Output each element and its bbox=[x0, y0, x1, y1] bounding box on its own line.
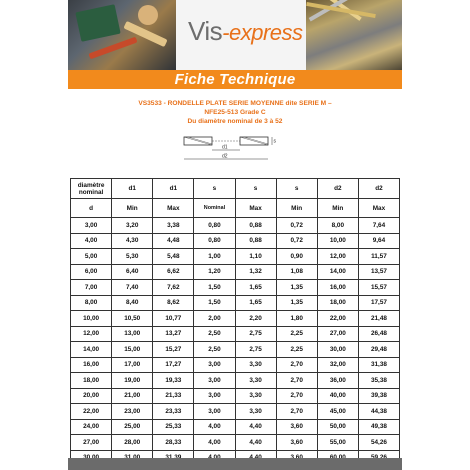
table-cell: 7,62 bbox=[153, 280, 194, 296]
label-s: s bbox=[273, 138, 276, 145]
table-cell: 0,72 bbox=[276, 233, 317, 249]
table-cell: 8,62 bbox=[153, 295, 194, 311]
table-cell: 20,00 bbox=[71, 388, 112, 404]
table-cell: 2,70 bbox=[276, 357, 317, 373]
table-cell: 1,32 bbox=[235, 264, 276, 280]
table-cell: 11,57 bbox=[358, 249, 399, 265]
table-cell: 7,64 bbox=[358, 218, 399, 234]
table-cell: 3,60 bbox=[276, 419, 317, 435]
table-cell: 28,33 bbox=[153, 435, 194, 451]
table-cell: 21,00 bbox=[112, 388, 153, 404]
table-cell: 15,27 bbox=[153, 342, 194, 358]
table-cell: 1,50 bbox=[194, 280, 235, 296]
fiche-technique-banner bbox=[68, 70, 402, 89]
table-cell: 5,00 bbox=[71, 249, 112, 265]
table-row bbox=[71, 357, 400, 373]
product-title-line2: NFE25-513 Grade C bbox=[204, 109, 266, 116]
table-cell: 13,00 bbox=[112, 326, 153, 342]
table-cell: diamètre nominal bbox=[71, 179, 112, 199]
table-cell: 8,00 bbox=[71, 295, 112, 311]
table-cell: 26,48 bbox=[358, 326, 399, 342]
table-cell: 29,48 bbox=[358, 342, 399, 358]
table-cell: 3,00 bbox=[194, 373, 235, 389]
table-cell: s bbox=[194, 179, 235, 199]
table-cell: Nominal bbox=[194, 199, 235, 218]
table-cell: 3,30 bbox=[235, 373, 276, 389]
table-cell: 0,88 bbox=[235, 233, 276, 249]
table-cell: 13,57 bbox=[358, 264, 399, 280]
table-cell: 1,08 bbox=[276, 264, 317, 280]
table-cell: 2,70 bbox=[276, 404, 317, 420]
table-cell: 3,38 bbox=[153, 218, 194, 234]
table-row bbox=[71, 404, 400, 420]
table-row bbox=[71, 419, 400, 435]
table-cell: 0,80 bbox=[194, 233, 235, 249]
table-row bbox=[71, 264, 400, 280]
table-cell: 50,00 bbox=[317, 419, 358, 435]
table-cell: 3,00 bbox=[194, 388, 235, 404]
table-cell: 1,80 bbox=[276, 311, 317, 327]
label-d2: d2 bbox=[222, 153, 228, 160]
table-cell: 3,30 bbox=[235, 357, 276, 373]
table-cell: Min bbox=[112, 199, 153, 218]
table-cell: 0,80 bbox=[194, 218, 235, 234]
table-cell: 2,00 bbox=[194, 311, 235, 327]
table-cell: 2,50 bbox=[194, 342, 235, 358]
table-cell: 10,00 bbox=[317, 233, 358, 249]
dimensions-table bbox=[70, 178, 400, 466]
table-cell: 4,40 bbox=[235, 419, 276, 435]
table-row bbox=[71, 435, 400, 451]
table-cell: 2,75 bbox=[235, 326, 276, 342]
table-row bbox=[71, 295, 400, 311]
table-cell: d2 bbox=[317, 179, 358, 199]
table-cell: 4,40 bbox=[235, 435, 276, 451]
hands-tools-photo bbox=[68, 0, 176, 70]
table-cell: 30,00 bbox=[317, 342, 358, 358]
table-cell: 8,00 bbox=[317, 218, 358, 234]
table-cell: 5,30 bbox=[112, 249, 153, 265]
table-cell: 45,00 bbox=[317, 404, 358, 420]
table-cell: 2,70 bbox=[276, 388, 317, 404]
table-cell: 1,65 bbox=[235, 280, 276, 296]
table-cell: s bbox=[276, 179, 317, 199]
table-cell: 21,48 bbox=[358, 311, 399, 327]
table-cell: 35,38 bbox=[358, 373, 399, 389]
table-row bbox=[71, 373, 400, 389]
table-cell: 2,75 bbox=[235, 342, 276, 358]
table-cell: 17,57 bbox=[358, 295, 399, 311]
table-cell: 10,50 bbox=[112, 311, 153, 327]
table-cell: 3,00 bbox=[71, 218, 112, 234]
table-cell: 49,38 bbox=[358, 419, 399, 435]
table-cell: 1,10 bbox=[235, 249, 276, 265]
table-cell: 10,00 bbox=[71, 311, 112, 327]
table-header-row bbox=[71, 179, 400, 199]
table-cell: 3,30 bbox=[235, 404, 276, 420]
screws-photo bbox=[306, 0, 402, 70]
table-cell: 6,40 bbox=[112, 264, 153, 280]
table-cell: 14,00 bbox=[317, 264, 358, 280]
table-cell: 4,00 bbox=[71, 233, 112, 249]
table-cell: 0,72 bbox=[276, 218, 317, 234]
vis-express-logo: Vis-express bbox=[188, 16, 303, 46]
table-cell: 24,00 bbox=[71, 419, 112, 435]
table-row bbox=[71, 249, 400, 265]
table-row bbox=[71, 218, 400, 234]
table-cell: 0,90 bbox=[276, 249, 317, 265]
table-cell: Min bbox=[276, 199, 317, 218]
table-cell: 6,00 bbox=[71, 264, 112, 280]
table-cell: 23,00 bbox=[112, 404, 153, 420]
table-cell: 28,00 bbox=[112, 435, 153, 451]
table-cell: 13,27 bbox=[153, 326, 194, 342]
table-cell: 27,00 bbox=[317, 326, 358, 342]
table-cell: 2,20 bbox=[235, 311, 276, 327]
table-cell: 19,33 bbox=[153, 373, 194, 389]
table-cell: 25,00 bbox=[112, 419, 153, 435]
table-cell: 1,65 bbox=[235, 295, 276, 311]
table-cell: Max bbox=[153, 199, 194, 218]
table-cell: 40,00 bbox=[317, 388, 358, 404]
table-cell: 8,40 bbox=[112, 295, 153, 311]
table-cell: 23,33 bbox=[153, 404, 194, 420]
table-cell: 14,00 bbox=[71, 342, 112, 358]
product-title-line3: Du diamètre nominal de 3 à 52 bbox=[187, 118, 283, 125]
table-cell: 15,00 bbox=[112, 342, 153, 358]
table-cell: 7,40 bbox=[112, 280, 153, 296]
table-cell: 1,35 bbox=[276, 280, 317, 296]
table-cell: 18,00 bbox=[71, 373, 112, 389]
table-cell: 3,00 bbox=[194, 357, 235, 373]
table-cell: 25,33 bbox=[153, 419, 194, 435]
table-cell: 1,00 bbox=[194, 249, 235, 265]
table-cell: 1,35 bbox=[276, 295, 317, 311]
table-cell: 2,70 bbox=[276, 373, 317, 389]
table-cell: 1,20 bbox=[194, 264, 235, 280]
table-row bbox=[71, 342, 400, 358]
table-row bbox=[71, 233, 400, 249]
table-cell: 0,88 bbox=[235, 218, 276, 234]
table-cell: 31,38 bbox=[358, 357, 399, 373]
table-cell: 3,20 bbox=[112, 218, 153, 234]
footer-bar bbox=[68, 458, 402, 470]
table-cell: d1 bbox=[153, 179, 194, 199]
table-cell: d2 bbox=[358, 179, 399, 199]
table-cell: 12,00 bbox=[71, 326, 112, 342]
table-cell: 44,38 bbox=[358, 404, 399, 420]
table-cell: 54,26 bbox=[358, 435, 399, 451]
table-cell: 16,00 bbox=[71, 357, 112, 373]
washer-cross-section-diagram bbox=[178, 133, 278, 165]
product-title-line1: VS3533 - RONDELLE PLATE SERIE MOYENNE dite SERIE M – bbox=[138, 100, 332, 107]
table-cell: 22,00 bbox=[317, 311, 358, 327]
table-cell: 4,00 bbox=[194, 419, 235, 435]
table-row bbox=[71, 388, 400, 404]
banner-title: Fiche Technique bbox=[174, 71, 296, 88]
table-cell: 3,60 bbox=[276, 435, 317, 451]
table-cell: 10,77 bbox=[153, 311, 194, 327]
table-cell: 17,00 bbox=[112, 357, 153, 373]
table-cell: 3,30 bbox=[235, 388, 276, 404]
table-cell: 22,00 bbox=[71, 404, 112, 420]
table-cell: 16,00 bbox=[317, 280, 358, 296]
table-row bbox=[71, 326, 400, 342]
table-cell: Max bbox=[358, 199, 399, 218]
table-cell: 12,00 bbox=[317, 249, 358, 265]
table-cell: Min bbox=[317, 199, 358, 218]
header-banner-image bbox=[68, 0, 402, 70]
table-cell: 5,48 bbox=[153, 249, 194, 265]
table-cell: d1 bbox=[112, 179, 153, 199]
table-row bbox=[71, 280, 400, 296]
label-d1: d1 bbox=[222, 144, 228, 151]
table-cell: 39,38 bbox=[358, 388, 399, 404]
table-cell: 36,00 bbox=[317, 373, 358, 389]
table-cell: 27,00 bbox=[71, 435, 112, 451]
table-cell: 6,62 bbox=[153, 264, 194, 280]
table-cell: 21,33 bbox=[153, 388, 194, 404]
table-cell: 32,00 bbox=[317, 357, 358, 373]
table-cell: 2,50 bbox=[194, 326, 235, 342]
table-cell: 4,00 bbox=[194, 435, 235, 451]
table-cell: 19,00 bbox=[112, 373, 153, 389]
table-cell: 4,48 bbox=[153, 233, 194, 249]
table-cell: 55,00 bbox=[317, 435, 358, 451]
table-cell: 7,00 bbox=[71, 280, 112, 296]
table-subheader-row bbox=[71, 199, 400, 218]
table-cell: 15,57 bbox=[358, 280, 399, 296]
table-cell: 2,25 bbox=[276, 326, 317, 342]
table-cell: 1,50 bbox=[194, 295, 235, 311]
table-cell: 4,30 bbox=[112, 233, 153, 249]
table-cell: 18,00 bbox=[317, 295, 358, 311]
table-cell: Max bbox=[235, 199, 276, 218]
table-cell: 9,64 bbox=[358, 233, 399, 249]
table-cell: d bbox=[71, 199, 112, 218]
table-cell: 2,25 bbox=[276, 342, 317, 358]
table-cell: 3,00 bbox=[194, 404, 235, 420]
table-cell: s bbox=[235, 179, 276, 199]
table-row bbox=[71, 311, 400, 327]
table-cell: 17,27 bbox=[153, 357, 194, 373]
